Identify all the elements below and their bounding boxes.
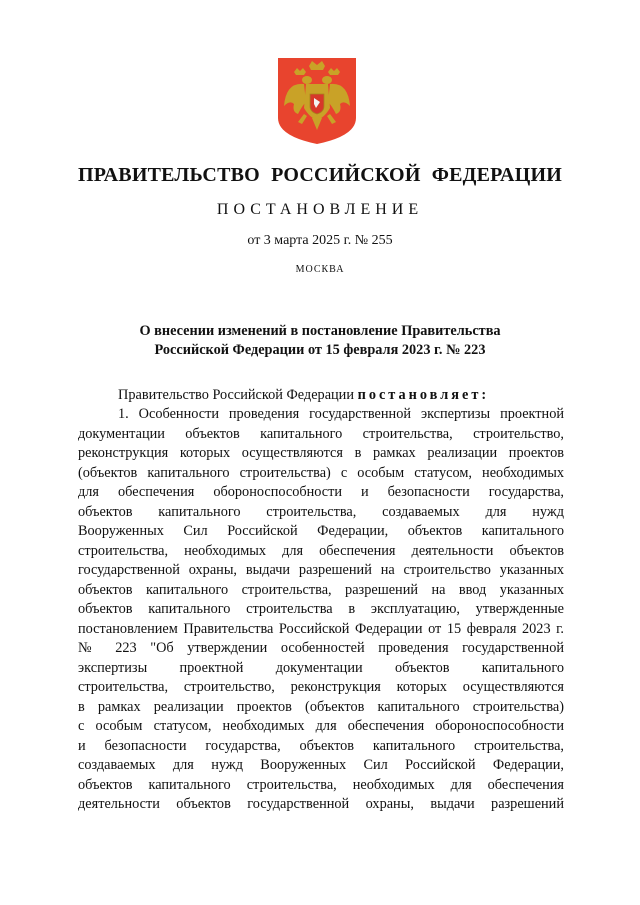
decree-statement: [118, 386, 489, 405]
body-line: (объектов капитального строительства) с особым статусом, необходимых: [78, 464, 564, 481]
body-line: создаваемых для нужд Вооруженных Сил Российской Федерации,: [78, 757, 564, 773]
body-line: Вооруженных Сил Российской Федерации, объектов капитального: [78, 523, 564, 539]
decree-lead: Правительство Российской Федерации: [118, 387, 358, 403]
russian-coat-of-arms-icon: [276, 56, 358, 146]
body-line: в рамках реализации проектов (объектов капитального строительства): [78, 698, 564, 715]
body-line: реконструкция которых осуществляются в рамках реализации проектов: [78, 445, 564, 461]
body-line: постановлением Правительства Российской Федерации от 15 февраля 2023 г.: [78, 620, 564, 637]
subject-line-1: О внесении изменений в постановление Правительства: [139, 323, 501, 339]
body-line: объектов капитального строительства, необходимых для обеспечения: [78, 776, 564, 793]
body-line: строительства, строительство, реконструкция которых осуществляются: [78, 679, 564, 695]
body-line: деятельности объектов государственной охраны, выдачи разрешений: [78, 796, 564, 812]
body-line: и безопасности государства, объектов капитального строительства,: [78, 737, 564, 754]
document-type: ПОСТАНОВЛЕНИЕ: [216, 201, 424, 218]
body-line: документации объектов капитального строительства, строительство,: [78, 425, 564, 442]
body-line: объектов капитального строительства в эксплуатацию, утвержденные: [78, 601, 564, 617]
document-body: [78, 405, 564, 815]
subject-line-2: Российской Федерации от 15 февраля 2023 г. № 223: [154, 342, 486, 358]
body-line: объектов капитального строительства, разрешений на ввод указанных: [78, 581, 564, 598]
body-line: с особым статусом, необходимых для обеспечения обороноспособности: [78, 718, 564, 734]
government-title: ПРАВИТЕЛЬСТВО РОССИЙСКОЙ ФЕДЕРАЦИИ: [78, 164, 562, 186]
body-line: для обеспечения обороноспособности и безопасности государства,: [78, 484, 564, 500]
document-subject: [90, 322, 550, 360]
body-line: строительства, необходимых для обеспечения деятельности объектов: [78, 542, 564, 559]
body-line: объектов капитального строительства, создаваемых для нужд: [78, 503, 564, 520]
body-line: государственной охраны, выдачи разрешений на строительство указанных: [78, 562, 564, 578]
body-line: экспертизы проектной документации объектов капитального: [78, 659, 564, 676]
decree-verb: постановляет:: [357, 387, 490, 403]
document-date-number: от 3 марта 2025 г. № 255: [247, 233, 393, 248]
document-city: МОСКВА: [295, 264, 345, 275]
body-line: 1. Особенности проведения государственной экспертизы проектной: [118, 406, 564, 422]
body-line: № 223 "Об утверждении особенностей проведения государственной: [78, 640, 564, 656]
